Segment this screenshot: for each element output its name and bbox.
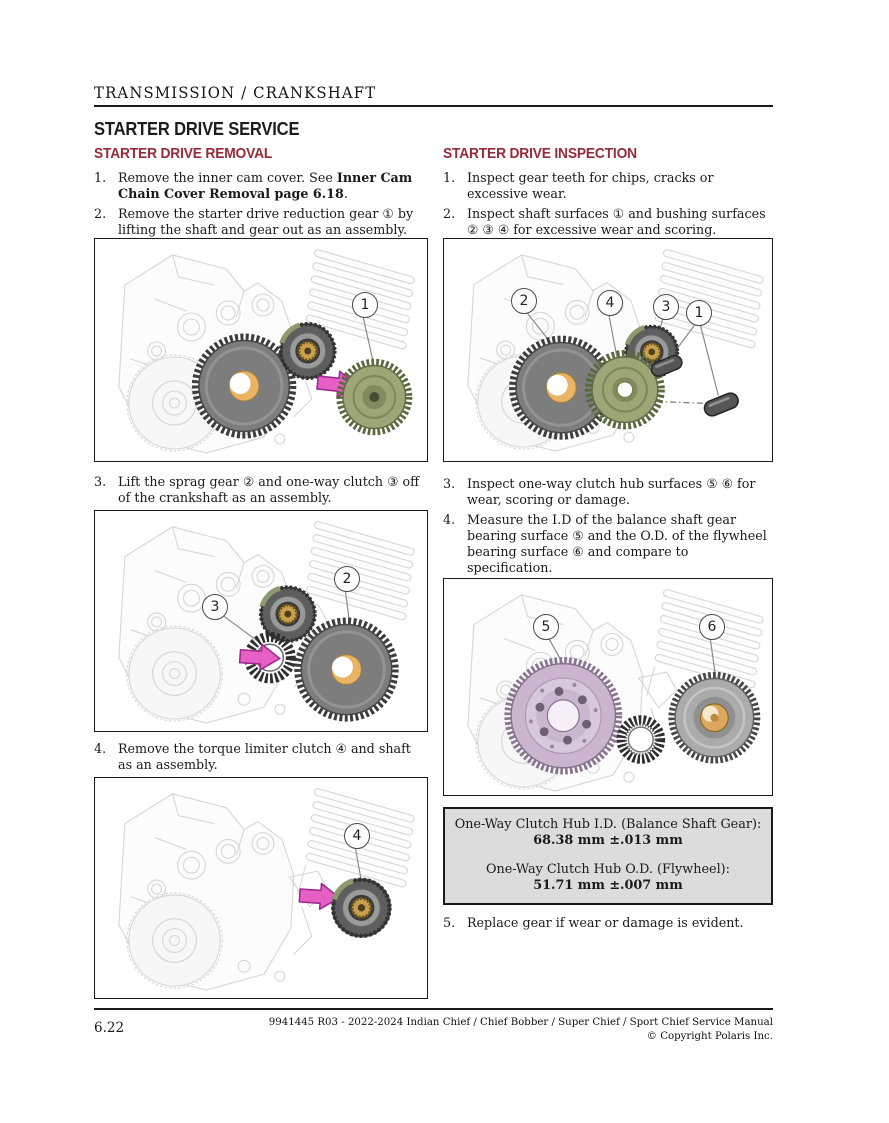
header-rule — [94, 105, 773, 107]
page-number: 6.22 — [94, 1020, 125, 1036]
callout-badge-4: 4 — [597, 290, 623, 316]
step-text: Inspect one-way clutch hub surfaces ⑤ ⑥ for wear, scoring or damage. — [467, 476, 756, 507]
step-text: Remove the starter drive reduction gear ① by lifting the shaft and gear out as an assembly. — [118, 206, 414, 237]
page-title: STARTER DRIVE SERVICE — [94, 119, 300, 139]
footer-manual-title: 9941445 R03 - 2022-2024 Indian Chief / Chief Bobber / Super Chief / Sport Chief Service Manual — [268, 1017, 773, 1028]
spec-value-1: 68.38 mm ±.013 mm — [533, 833, 683, 848]
step-number: 2. — [94, 206, 107, 221]
step-text: Replace gear if wear or damage is evident. — [467, 915, 744, 930]
flywheel-gear-hub-graphic — [672, 675, 757, 760]
step-number: 3. — [443, 476, 456, 491]
fig-removal-sprag-gear — [94, 510, 428, 732]
removal-column — [94, 146, 428, 999]
removal-step-2 — [94, 206, 428, 238]
fig-inspection-hubs — [443, 578, 773, 796]
spec-value-2: 51.71 mm ±.007 mm — [533, 878, 683, 893]
removal-step-1 — [94, 170, 428, 202]
step-number: 4. — [94, 741, 107, 756]
step-number: 3. — [94, 474, 107, 489]
inspection-step-2 — [443, 206, 773, 238]
callout-badge-3: 3 — [653, 294, 679, 320]
torque-limiter-clutch-graphic — [333, 880, 389, 936]
inspection-heading: STARTER DRIVE INSPECTION — [443, 145, 637, 162]
inspection-step-4 — [443, 512, 773, 576]
cross-reference-link[interactable]: Inner Cam Chain Cover Removal page 6.18 — [118, 170, 413, 201]
spec-box — [443, 807, 773, 905]
removal-step-3 — [94, 474, 428, 506]
step-number: 5. — [443, 915, 456, 930]
step-number: 2. — [443, 206, 456, 221]
fig-removal-torque-limiter — [94, 777, 428, 999]
step-text: Measure the I.D of the balance shaft gear bearing surface ⑤ and the O.D. of the flywheel bearing surface ⑥ and compare to specification. — [467, 512, 767, 575]
step-text: Remove the torque limiter clutch ④ and shaft as an assembly. — [118, 741, 411, 772]
step-number: 4. — [443, 512, 456, 527]
callout-badge-2: 2 — [511, 288, 537, 314]
step-number: 1. — [443, 170, 456, 185]
footer-text — [253, 1016, 773, 1043]
sprag-gear-graphic — [298, 621, 395, 718]
step-text: Inspect shaft surfaces ① and bushing surfaces ② ③ ④ for excessive wear and scoring. — [467, 206, 766, 237]
callout-badge-6: 6 — [699, 614, 725, 640]
step-number: 1. — [94, 170, 107, 185]
footer-rule — [94, 1008, 773, 1010]
callout-badge-3: 3 — [202, 594, 228, 620]
spec-label-1: One-Way Clutch Hub I.D. (Balance Shaft Gear): — [454, 817, 762, 832]
inspection-step-3 — [443, 476, 773, 508]
footer-copyright: © Copyright Polaris Inc. — [646, 1030, 773, 1042]
step-text — [118, 170, 428, 202]
step-text: Lift the sprag gear ② and one-way clutch ③ off of the crankshaft as an assembly. — [118, 474, 420, 505]
step-text-pre: Remove the inner cam cover. See — [118, 170, 337, 185]
torque-limiter-clutch-graphic — [281, 324, 335, 378]
reduction-gear-graphic — [340, 362, 410, 432]
callout-badge-4: 4 — [344, 823, 370, 849]
spec-gap — [449, 849, 767, 862]
inspection-step-1 — [443, 170, 773, 202]
spec-label-2: One-Way Clutch Hub O.D. (Flywheel): — [486, 862, 730, 877]
callout-badge-1: 1 — [352, 292, 378, 318]
inspection-step-5 — [443, 915, 773, 931]
step-text: Inspect gear teeth for chips, cracks or excessive wear. — [467, 170, 714, 201]
callout-badge-2: 2 — [334, 566, 360, 592]
removal-step-4 — [94, 741, 428, 773]
removal-heading: STARTER DRIVE REMOVAL — [94, 145, 273, 162]
inspection-column — [443, 146, 773, 935]
step-text-post: . — [343, 186, 348, 201]
page-header: TRANSMISSION / CRANKSHAFT — [94, 84, 377, 102]
callout-badge-1: 1 — [686, 300, 712, 326]
shaft-pin-graphic — [702, 391, 740, 418]
callout-badge-5: 5 — [533, 614, 559, 640]
fig-inspection-surfaces — [443, 238, 773, 462]
fig-removal-reduction-gear — [94, 238, 428, 462]
gear-center-bore — [617, 382, 633, 398]
